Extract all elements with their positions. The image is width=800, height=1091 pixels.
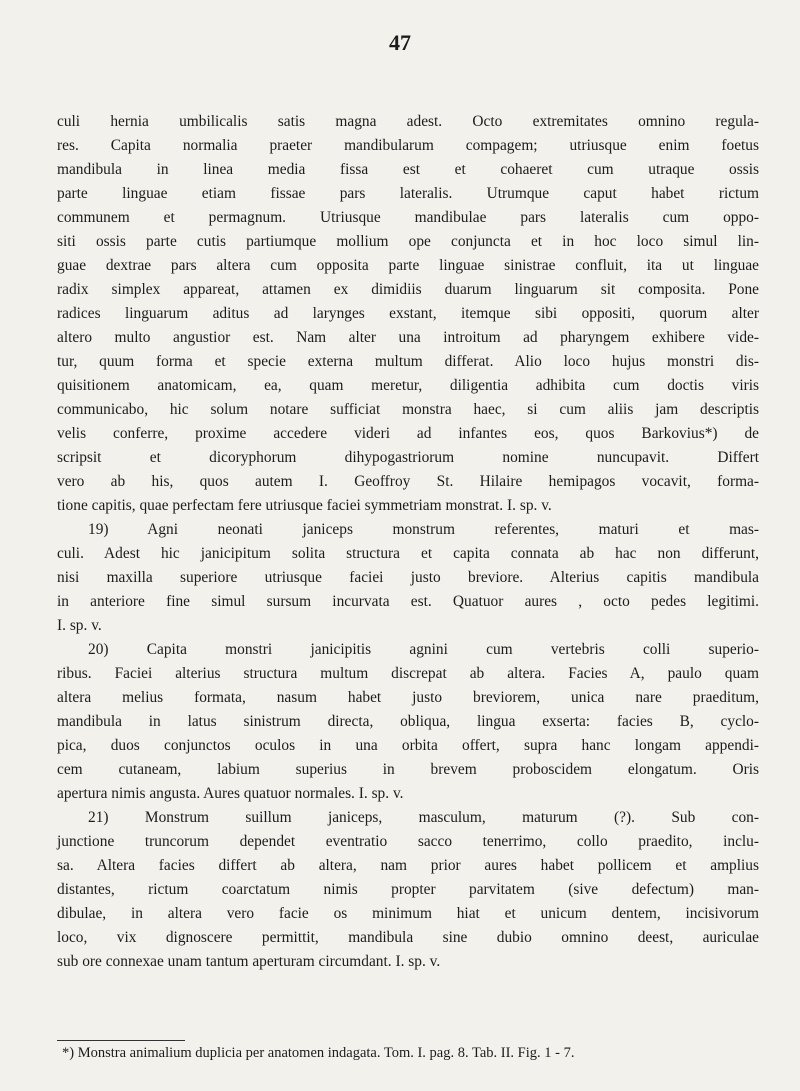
text-line: vero ab his, quos autem I. Geoffroy St. Hilaire hemipagos vocavit, forma-	[57, 473, 759, 490]
text-line: apertura nimis angusta. Aures quatuor normales. I. sp. v.	[57, 785, 404, 802]
text-line: guae dextrae pars altera cum opposita parte linguae sinistrae confluit, ita ut linguae	[57, 257, 759, 274]
body-text	[57, 110, 759, 974]
text-line: 21) Monstrum suillum janiceps, masculum, maturum (?). Sub con-	[88, 809, 759, 826]
text-line: siti ossis parte cutis partiumque mollium ope conjuncta et in hoc loco simul lin-	[57, 233, 759, 250]
text-line: pica, duos conjunctos oculos in una orbita offert, supra hanc longam appendi-	[57, 737, 759, 754]
text-line: sub ore connexae unam tantum aperturam circumdant. I. sp. v.	[57, 953, 441, 970]
text-line: altera melius formata, nasum habet justo breviorem, unica nare praeditum,	[57, 689, 759, 706]
text-line: sa. Altera facies differt ab altera, nam prior aures habet pollicem et amplius	[57, 857, 759, 874]
text-line: tur, quum forma et specie externa multum differat. Alio loco hujus monstri dis-	[57, 353, 759, 370]
text-line: tione capitis, quae perfectam fere utriusque faciei symmetriam monstrat. I. sp. v.	[57, 497, 552, 514]
text-line: junctione truncorum dependet eventratio sacco tenerrimo, collo praedito, inclu-	[57, 833, 759, 850]
text-line: res. Capita normalia praeter mandibularum compagem; utriusque enim foetus	[57, 137, 759, 154]
text-line: 20) Capita monstri janicipitis agnini cum vertebris colli superio-	[88, 641, 759, 658]
text-line: I. sp. v.	[57, 617, 102, 634]
text-line: 19) Agni neonati janiceps monstrum referentes, maturi et mas-	[88, 521, 759, 538]
text-line: distantes, rictum coarctatum nimis propter parvitatem (sive defectum) man-	[57, 881, 759, 898]
text-line: velis conferre, proxime accedere videri ad infantes eos, quos Barkovius*) de	[57, 425, 759, 442]
footnote: *) Monstra animalium duplicia per anatomen indagata. Tom. I. pag. 8. Tab. II. Fig. 1 - 7.	[62, 1045, 575, 1061]
text-line: nisi maxilla superiore utriusque faciei justo breviore. Alterius capitis mandibula	[57, 569, 759, 586]
text-line: loco, vix dignoscere permittit, mandibula sine dubio omnino deest, auriculae	[57, 929, 759, 946]
footnote-divider	[57, 1040, 185, 1041]
text-line: culi hernia umbilicalis satis magna adest. Octo extremitates omnino regula-	[57, 113, 759, 130]
text-line: quisitionem anatomicam, ea, quam meretur, diligentia adhibita cum doctis viris	[57, 377, 759, 394]
text-line: dibulae, in altera vero facie os minimum hiat et unicum dentem, incisivorum	[57, 905, 759, 922]
text-line: altero multo angustior est. Nam alter una introitum ad pharyngem exhibere vide-	[57, 329, 759, 346]
text-line: culi. Adest hic janicipitum solita structura et capita connata ab hac non differunt,	[57, 545, 759, 562]
text-line: radix simplex appareat, attamen ex dimidiis duarum linguarum sit composita. Pone	[57, 281, 759, 298]
text-line: scripsit et dicoryphorum dihypogastriorum nomine nuncupavit. Differt	[57, 449, 759, 466]
text-line: radices linguarum aditus ad larynges exstant, itemque sibi oppositi, quorum alter	[57, 305, 759, 322]
text-line: mandibula in latus sinistrum directa, obliqua, lingua exserta: facies B, cyclo-	[57, 713, 759, 730]
text-line: mandibula in linea media fissa est et cohaeret cum utraque ossis	[57, 161, 759, 178]
page-number: 47	[389, 30, 411, 55]
text-line: cem cutaneam, labium superius in brevem proboscidem elongatum. Oris	[57, 761, 759, 778]
text-line: communicabo, hic solum notare sufficiat monstra haec, si cum aliis jam descriptis	[57, 401, 759, 418]
text-line: in anteriore fine simul sursum incurvata est. Quatuor aures , octo pedes legitimi.	[57, 593, 759, 610]
text-line: communem et permagnum. Utriusque mandibulae pars lateralis cum oppo-	[57, 209, 759, 226]
text-line: ribus. Faciei alterius structura multum discrepat ab altera. Facies A, paulo quam	[57, 665, 759, 682]
text-line: parte linguae etiam fissae pars lateralis. Utrumque caput habet rictum	[57, 185, 759, 202]
